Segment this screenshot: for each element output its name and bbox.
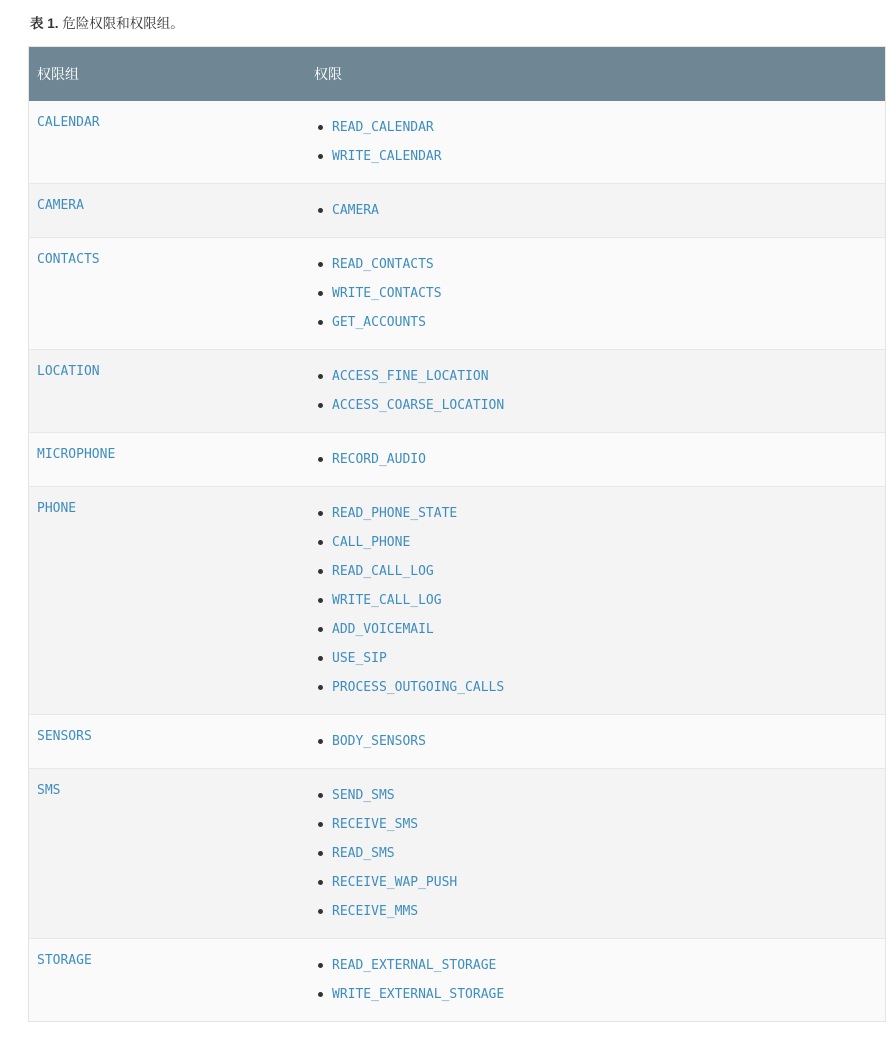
table-header: [29, 47, 886, 102]
table-cell-group: [29, 769, 305, 939]
group-name-wrapper: [29, 184, 304, 226]
table-row: [29, 184, 886, 238]
table-cell-group: [29, 350, 305, 433]
table-cell-permissions: [304, 487, 886, 715]
permission-name: WRITE_CALENDAR: [332, 149, 442, 164]
permission-name: ACCESS_FINE_LOCATION: [332, 369, 489, 384]
list-item: [314, 308, 877, 337]
table-row: [29, 101, 886, 184]
table-row: [29, 487, 886, 715]
table-row: [29, 433, 886, 487]
permission-name: RECEIVE_WAP_PUSH: [332, 875, 458, 890]
list-item: [314, 362, 877, 391]
group-name-wrapper: [29, 238, 304, 280]
table-caption-text: 危险权限和权限组。: [58, 16, 184, 31]
table-header-row: [29, 47, 886, 102]
permission-name: READ_EXTERNAL_STORAGE: [332, 958, 497, 973]
table-cell-group: [29, 101, 305, 184]
permission-name: READ_SMS: [332, 846, 395, 861]
table-cell-group: [29, 715, 305, 769]
list-item: [314, 557, 877, 586]
permission-group-name: PHONE: [37, 501, 77, 516]
table-cell-group: [29, 939, 305, 1022]
list-item: [314, 868, 877, 897]
table-cell-permissions: [304, 769, 886, 939]
permission-group-name: CONTACTS: [37, 252, 100, 267]
permission-list: [304, 769, 885, 938]
permission-name: BODY_SENSORS: [332, 734, 426, 749]
permission-name: WRITE_CALL_LOG: [332, 593, 442, 608]
permission-group-name: SENSORS: [37, 729, 92, 744]
list-item: [314, 810, 877, 839]
table-body: [29, 101, 886, 1022]
table-row: [29, 350, 886, 433]
table-cell-permissions: [304, 184, 886, 238]
list-item: [314, 445, 877, 474]
column-header-permission-group: 权限组: [29, 47, 305, 102]
permission-name: READ_PHONE_STATE: [332, 506, 458, 521]
permission-list: [304, 350, 885, 432]
permission-name: WRITE_CONTACTS: [332, 286, 442, 301]
table-cell-group: [29, 184, 305, 238]
permission-name: GET_ACCOUNTS: [332, 315, 426, 330]
table-cell-permissions: [304, 101, 886, 184]
table-cell-permissions: [304, 715, 886, 769]
permission-list: [304, 939, 885, 1021]
group-name-wrapper: [29, 350, 304, 392]
permission-name: ADD_VOICEMAIL: [332, 622, 434, 637]
list-item: [314, 644, 877, 673]
permission-name: PROCESS_OUTGOING_CALLS: [332, 680, 505, 695]
permission-name: WRITE_EXTERNAL_STORAGE: [332, 987, 505, 1002]
permission-group-name: LOCATION: [37, 364, 100, 379]
list-item: [314, 142, 877, 171]
permission-list: [304, 238, 885, 349]
bottom-spacer: [0, 1022, 896, 1052]
permission-name: RECORD_AUDIO: [332, 452, 426, 467]
table-cell-permissions: [304, 939, 886, 1022]
list-item: [314, 279, 877, 308]
permission-group-name: CAMERA: [37, 198, 84, 213]
list-item: [314, 897, 877, 926]
permission-group-name: CALENDAR: [37, 115, 100, 130]
list-item: [314, 980, 877, 1009]
dangerous-permissions-table: [28, 46, 886, 1022]
list-item: [314, 499, 877, 528]
permission-name: RECEIVE_SMS: [332, 817, 419, 832]
permission-group-name: STORAGE: [37, 953, 92, 968]
table-cell-permissions: [304, 433, 886, 487]
table-cell-group: [29, 433, 305, 487]
list-item: [314, 196, 877, 225]
permission-name: READ_CONTACTS: [332, 257, 434, 272]
permission-list: [304, 184, 885, 237]
group-name-wrapper: [29, 939, 304, 981]
permission-group-name: SMS: [37, 783, 61, 798]
table-caption-label: 表 1.: [30, 16, 59, 31]
list-item: [314, 391, 877, 420]
permission-name: USE_SIP: [332, 651, 387, 666]
list-item: [314, 951, 877, 980]
permission-list: [304, 433, 885, 486]
group-name-wrapper: [29, 769, 304, 811]
column-header-permission: 权限: [304, 47, 886, 102]
table-row: [29, 715, 886, 769]
permission-list: [304, 101, 885, 183]
table-caption: [0, 14, 896, 46]
table-row: [29, 939, 886, 1022]
permission-name: ACCESS_COARSE_LOCATION: [332, 398, 505, 413]
permission-name: READ_CALL_LOG: [332, 564, 434, 579]
permission-name: CAMERA: [332, 203, 379, 218]
permission-list: [304, 487, 885, 714]
table-cell-group: [29, 238, 305, 350]
permission-group-name: MICROPHONE: [37, 447, 116, 462]
list-item: [314, 586, 877, 615]
list-item: [314, 113, 877, 142]
group-name-wrapper: [29, 715, 304, 757]
table-cell-permissions: [304, 238, 886, 350]
table-cell-permissions: [304, 350, 886, 433]
list-item: [314, 615, 877, 644]
list-item: [314, 839, 877, 868]
list-item: [314, 673, 877, 702]
table-cell-group: [29, 487, 305, 715]
list-item: [314, 727, 877, 756]
permission-name: CALL_PHONE: [332, 535, 411, 550]
group-name-wrapper: [29, 433, 304, 475]
permission-name: SEND_SMS: [332, 788, 395, 803]
table-row: [29, 769, 886, 939]
list-item: [314, 781, 877, 810]
table-row: [29, 238, 886, 350]
list-item: [314, 528, 877, 557]
permission-name: READ_CALENDAR: [332, 120, 434, 135]
group-name-wrapper: [29, 101, 304, 143]
permission-name: RECEIVE_MMS: [332, 904, 419, 919]
permission-list: [304, 715, 885, 768]
list-item: [314, 250, 877, 279]
group-name-wrapper: [29, 487, 304, 529]
